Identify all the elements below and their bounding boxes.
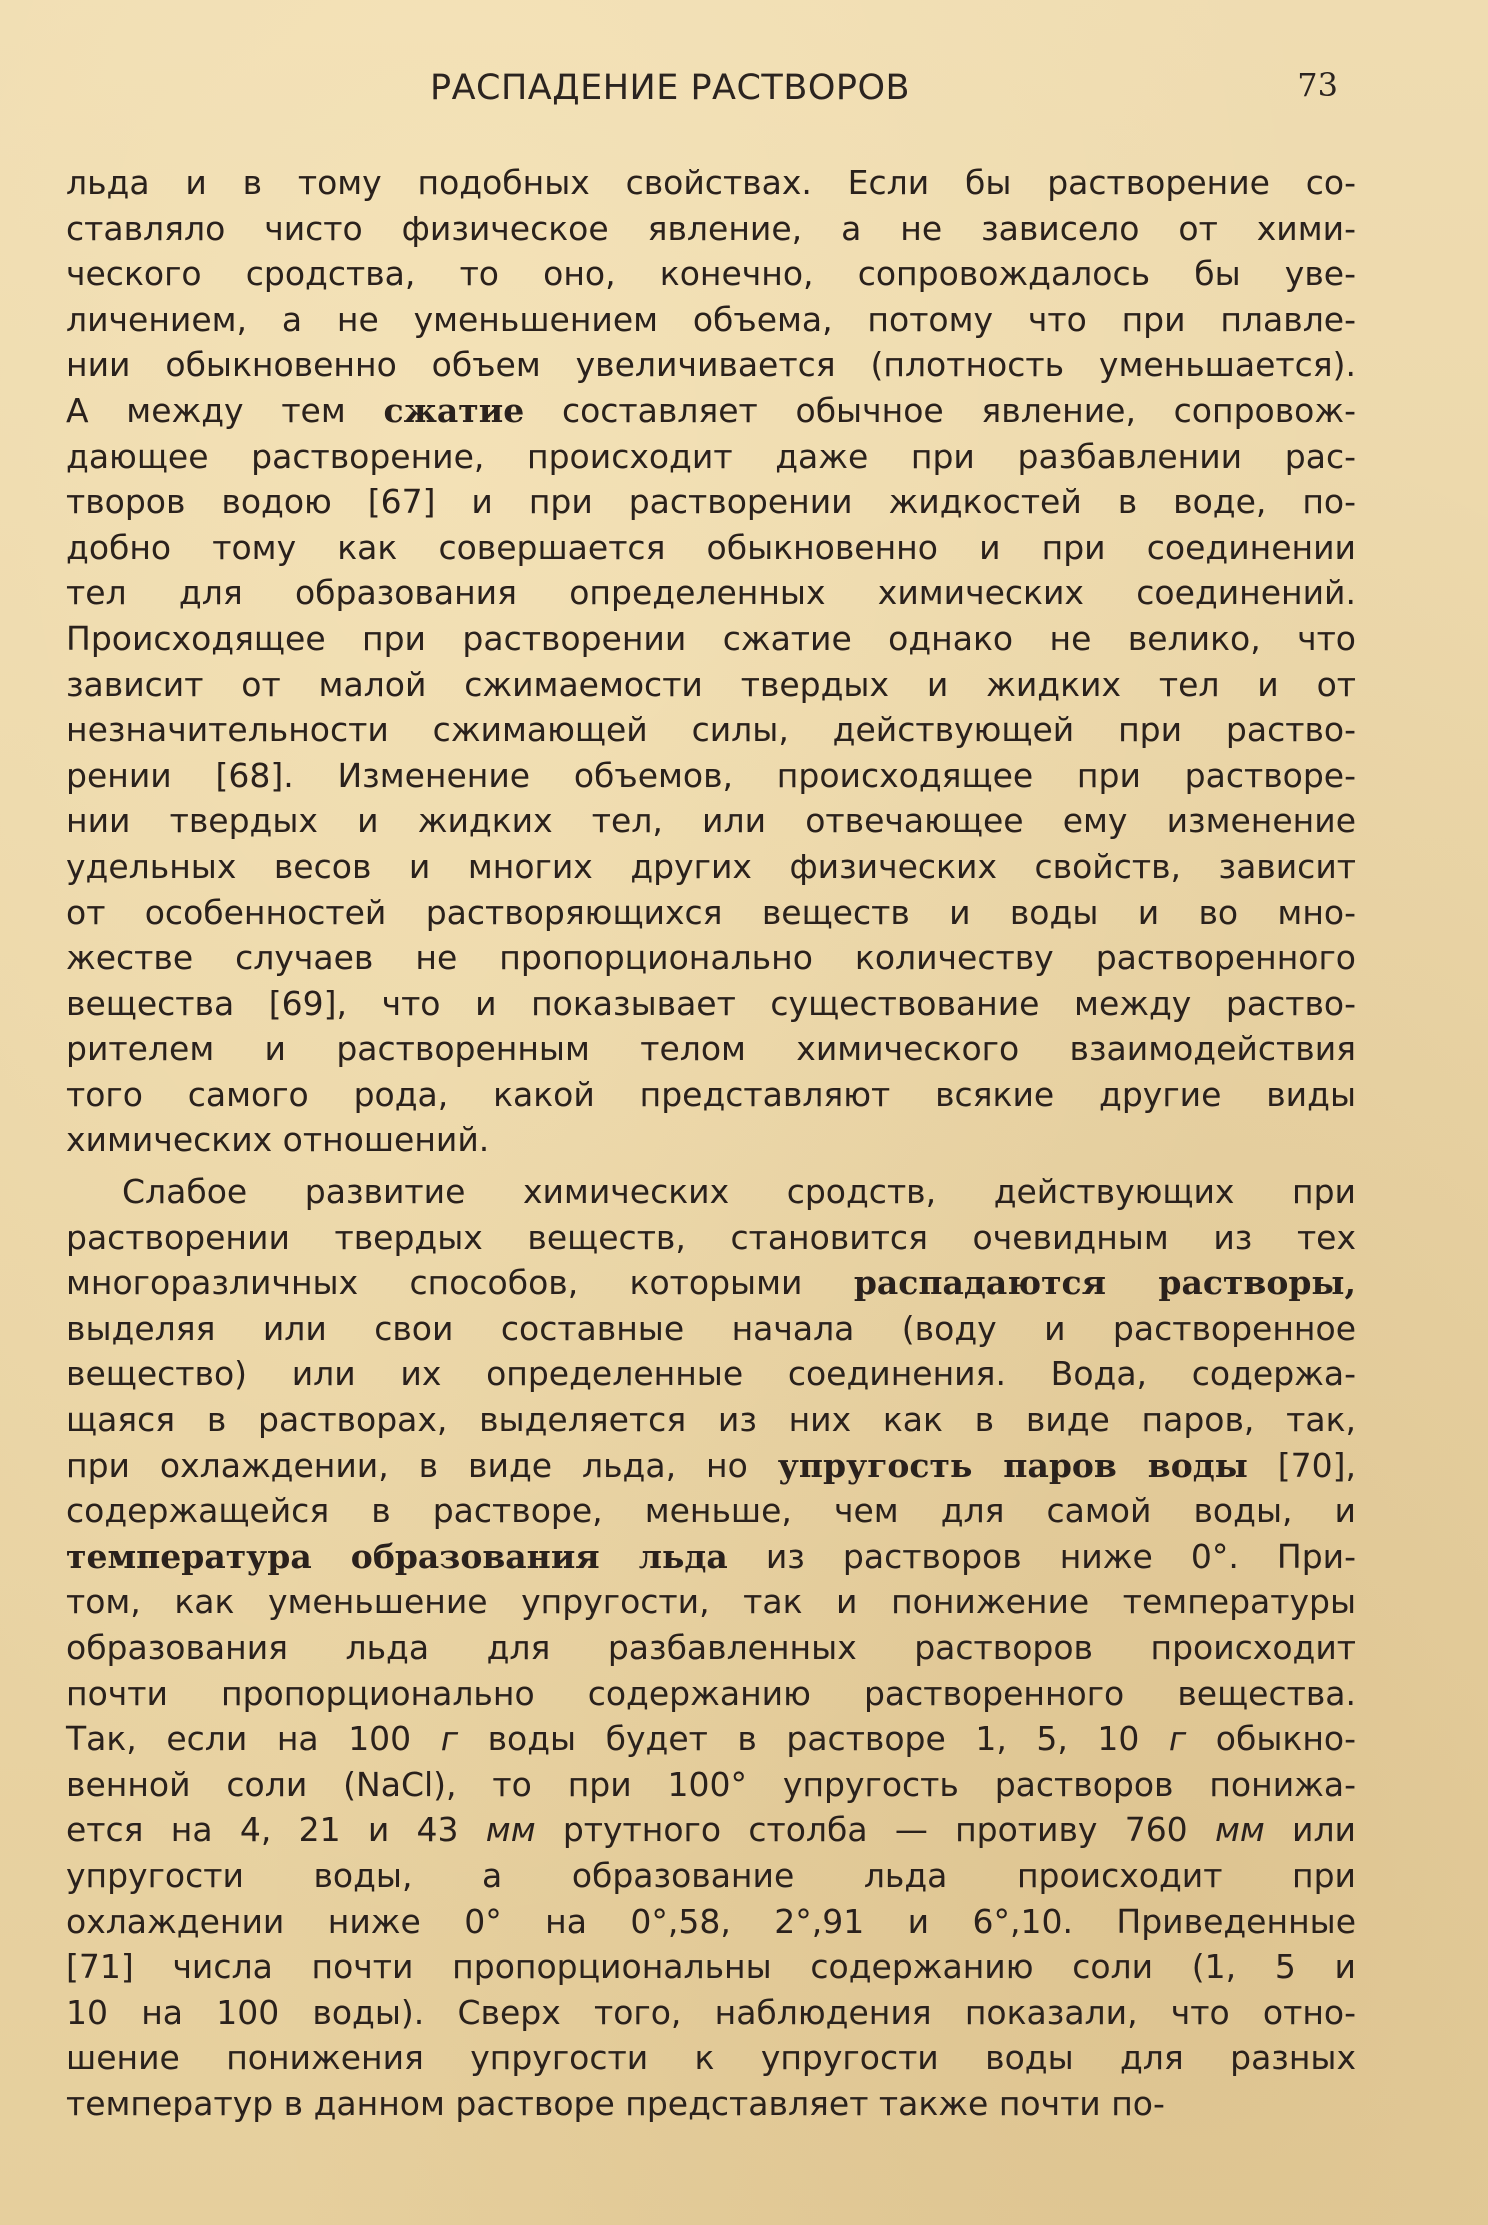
bold-term: упругость паров воды: [777, 1445, 1248, 1485]
bold-term: температура образования льда: [66, 1536, 728, 1576]
italic-unit: мм: [1214, 1810, 1265, 1850]
text-segment: рении [68]. Изменение объемов, происходящее при растворе-: [66, 755, 1356, 795]
text-line: [66, 479, 1356, 525]
text-line: [66, 981, 1356, 1027]
text-line: [66, 251, 1356, 297]
text-segment: ставляло чисто физическое явление, а не зависело от хими-: [66, 208, 1356, 248]
text-line: [66, 1990, 1356, 2036]
text-segment: от особенностей растворяющихся веществ и воды и во мно-: [66, 892, 1356, 932]
text-line: [66, 1026, 1356, 1072]
body-text: [66, 160, 1356, 2127]
text-line: [66, 570, 1356, 616]
text-line: [66, 1579, 1356, 1625]
text-segment: из растворов ниже 0°. При-: [727, 1536, 1356, 1576]
text-segment: 10 на 100 воды). Сверх того, наблюдения показали, что отно-: [66, 1992, 1356, 2032]
text-line: [66, 2035, 1356, 2081]
text-line: [66, 1534, 1356, 1580]
text-line: [66, 1117, 1356, 1163]
text-line: [66, 1853, 1356, 1899]
text-segment: дающее растворение, происходит даже при разбавлении рас-: [66, 436, 1356, 476]
text-segment: многоразличных способов, которыми: [66, 1263, 854, 1303]
text-segment: Так, если на 100: [66, 1719, 441, 1759]
running-title: РАСПАДЕНИЕ РАСТВОРОВ: [430, 68, 911, 108]
text-segment: Происходящее при растворении сжатие однако не велико, что: [66, 618, 1356, 658]
text-line: [66, 1215, 1356, 1261]
italic-unit: г: [440, 1719, 459, 1759]
text-line: [66, 662, 1356, 708]
text-segment: жестве случаев не пропорционально количеству растворенного: [66, 938, 1356, 978]
text-segment: удельных весов и многих других физических свойств, зависит: [66, 846, 1356, 886]
paragraph: [66, 1169, 1356, 2126]
text-line: [66, 1397, 1356, 1443]
text-line: [66, 2081, 1356, 2127]
text-segment: или: [1264, 1810, 1356, 1850]
text-segment: обыкно-: [1186, 1719, 1356, 1759]
text-line: [66, 890, 1356, 936]
text-segment: ческого сродства, то оно, конечно, сопровождалось бы уве-: [66, 254, 1356, 294]
text-segment: Слабое развитие химических сродств, действующих при: [122, 1172, 1356, 1212]
text-line: [66, 1443, 1356, 1489]
text-line: [66, 342, 1356, 388]
text-line: [66, 1762, 1356, 1808]
text-line: [66, 1488, 1356, 1534]
text-line: [66, 1899, 1356, 1945]
text-segment: охлаждении ниже 0° на 0°,58, 2°,91 и 6°,10. Приведенные: [66, 1901, 1356, 1941]
text-segment: льда и в тому подобных свойствах. Если бы растворение со-: [66, 163, 1356, 202]
text-line: [66, 1072, 1356, 1118]
text-segment: нии обыкновенно объем увеличивается (плотность уменьшается).: [66, 345, 1356, 385]
text-line: [66, 1625, 1356, 1671]
text-segment: зависит от малой сжимаемости твердых и жидких тел и от: [66, 664, 1356, 704]
text-line: [66, 1260, 1356, 1306]
text-segment: температур в данном растворе представляет также почти по-: [66, 2083, 1165, 2123]
text-segment: содержащейся в растворе, меньше, чем для самой воды, и: [66, 1491, 1356, 1531]
text-segment: выделяя или свои составные начала (воду и растворенное: [66, 1308, 1356, 1348]
text-line: [66, 160, 1356, 206]
text-line: [66, 844, 1356, 890]
text-segment: венной соли (NaCl), то при 100° упругость растворов понижа-: [66, 1764, 1356, 1804]
text-segment: незначительности сжимающей силы, действующей при раство-: [66, 710, 1356, 750]
text-segment: добно тому как совершается обыкновенно и при соединении: [66, 527, 1356, 567]
italic-unit: мм: [485, 1810, 536, 1850]
text-segment: при охлаждении, в виде льда, но: [66, 1445, 778, 1485]
text-line: [66, 297, 1356, 343]
text-segment: тел для образования определенных химических соединений.: [66, 573, 1356, 613]
text-line: [66, 388, 1356, 434]
text-line: [66, 1807, 1356, 1853]
text-segment: шение понижения упругости к упругости воды для разных: [66, 2038, 1356, 2078]
text-segment: упругости воды, а образование льда происходит при: [66, 1855, 1356, 1895]
bold-term: распадаются растворы,: [853, 1263, 1356, 1303]
text-line: [66, 206, 1356, 252]
text-line: [66, 525, 1356, 571]
text-line: [66, 616, 1356, 662]
text-segment: ртутного столба — противу 760: [535, 1810, 1215, 1850]
text-segment: составляет обычное явление, сопровож-: [524, 390, 1356, 430]
text-line: [66, 798, 1356, 844]
text-segment: почти пропорционально содержанию растворенного вещества.: [66, 1673, 1356, 1713]
text-segment: личением, а не уменьшением объема, потому что при плавле-: [66, 299, 1356, 339]
text-line: [66, 1944, 1356, 1990]
text-line: [66, 1716, 1356, 1762]
text-line: [66, 935, 1356, 981]
text-segment: вещество) или их определенные соединения. Вода, содержа-: [66, 1354, 1356, 1394]
text-segment: творов водою [67] и при растворении жидкостей в воде, по-: [66, 482, 1356, 522]
text-segment: вещества [69], что и показывает существование между раство-: [66, 983, 1356, 1023]
text-segment: А между тем: [66, 390, 384, 430]
text-segment: образования льда для разбавленных растворов происходит: [66, 1628, 1356, 1667]
text-line: [66, 1306, 1356, 1352]
paragraph: [66, 160, 1356, 1163]
text-segment: ется на 4, 21 и 43: [66, 1810, 486, 1850]
text-segment: щаяся в растворах, выделяется из них как в виде паров, так,: [66, 1400, 1356, 1440]
text-line: [66, 434, 1356, 480]
text-segment: нии твердых и жидких тел, или отвечающее ему изменение: [66, 801, 1356, 841]
text-segment: химических отношений.: [66, 1120, 490, 1160]
text-segment: [70],: [1247, 1445, 1356, 1485]
text-line: [66, 1351, 1356, 1397]
text-line: [66, 707, 1356, 753]
text-segment: растворении твердых веществ, становится очевидным из тех: [66, 1217, 1356, 1257]
page-number: 73: [1297, 66, 1338, 104]
text-segment: том, как уменьшение упругости, так и понижение температуры: [66, 1582, 1356, 1622]
text-segment: рителем и растворенным телом химического взаимодействия: [66, 1029, 1356, 1069]
text-line: [66, 1671, 1356, 1717]
bold-term: сжатие: [383, 390, 525, 430]
text-line: [66, 1169, 1356, 1215]
text-line: [66, 753, 1356, 799]
italic-unit: г: [1168, 1719, 1187, 1759]
text-segment: того самого рода, какой представляют всякие другие виды: [66, 1074, 1356, 1114]
text-segment: воды будет в растворе 1, 5, 10: [458, 1719, 1169, 1759]
text-segment: [71] числа почти пропорциональны содержанию соли (1, 5 и: [66, 1947, 1356, 1987]
running-header: [0, 62, 1488, 122]
